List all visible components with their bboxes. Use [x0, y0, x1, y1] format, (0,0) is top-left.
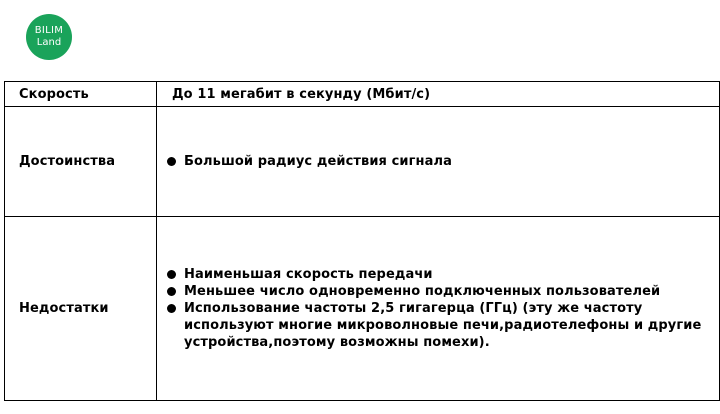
advantages-cell: [157, 107, 720, 217]
disadvantages-cell: [157, 217, 720, 401]
table-row-speed: [5, 82, 720, 107]
list-item: [165, 153, 719, 170]
bullet-icon: [167, 157, 176, 166]
speed-value: До 11 мегабит в секунду (Мбит/с): [157, 82, 720, 107]
logo-text-bottom: Land: [36, 37, 62, 48]
disadvantage-text: Меньшее число одновременно подключенных пользователей: [184, 284, 661, 299]
bullet-icon: [167, 270, 176, 279]
list-item: [165, 283, 719, 300]
list-item: [165, 300, 719, 351]
disadvantages-list: [157, 266, 719, 351]
bullet-icon: [167, 287, 176, 296]
advantages-label: Достоинства: [5, 107, 157, 217]
bilimland-logo[interactable]: [26, 14, 72, 60]
list-item: [165, 266, 719, 283]
disadvantages-label: Недостатки: [5, 217, 157, 401]
logo-text-top: BILIM: [34, 25, 64, 36]
speed-label: Скорость: [5, 82, 157, 107]
disadvantage-text: Наименьшая скорость передачи: [184, 267, 433, 282]
table-row-advantages: [5, 107, 720, 217]
advantage-text: Большой радиус действия сигнала: [184, 154, 452, 169]
disadvantage-text: Использование частоты 2,5 гигагерца (ГГц) (эту же частоту используют многие микроволновые печи,радиотелефоны и другие устройства,поэтому возможны помехи).: [184, 301, 702, 350]
advantages-list: [157, 153, 719, 170]
bullet-icon: [167, 304, 176, 313]
wifi-standard-table: [4, 81, 720, 401]
table-row-disadvantages: [5, 217, 720, 401]
